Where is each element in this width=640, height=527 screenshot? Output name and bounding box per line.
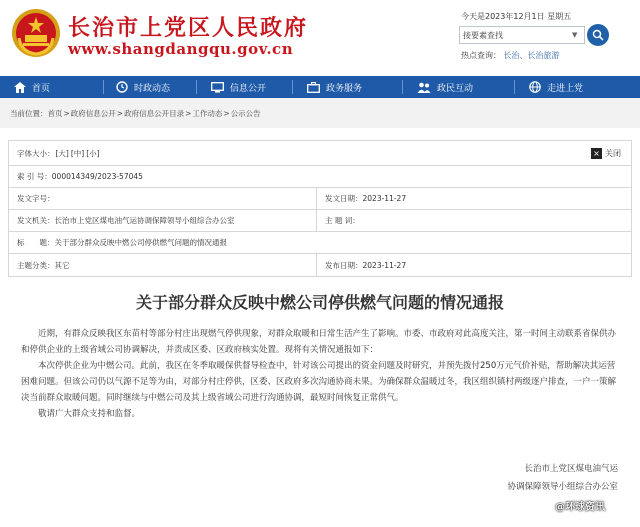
search-box[interactable] xyxy=(459,26,585,44)
nav-label-about: 走进上党 xyxy=(547,83,584,94)
publish-date-label: 发布日期： xyxy=(325,260,363,270)
close-label: 关闭 xyxy=(605,148,621,158)
category-label: 主题分类： xyxy=(17,260,55,270)
chevron-down-icon[interactable]: ▼ xyxy=(572,31,578,39)
close-icon: × xyxy=(591,148,602,159)
font-size-large-button[interactable]: [大] xyxy=(55,148,69,158)
issuer-value: 长治市上党区煤电油气运协调保障领导小组综合办公室 xyxy=(54,216,235,225)
breadcrumb-item[interactable]: 工作动态 xyxy=(192,108,223,118)
national-emblem-icon xyxy=(11,8,61,58)
subject-label: 主 题 词： xyxy=(325,216,360,225)
signature-line-2: 协调保障领导小组综合办公室 xyxy=(507,482,618,492)
briefcase-icon xyxy=(307,82,320,93)
current-date: 今天是2023年12月1日 星期五 xyxy=(461,12,572,21)
title-row xyxy=(9,232,631,254)
watermark: @环球资讯 xyxy=(555,502,605,513)
issuer-label: 发文机关： xyxy=(17,216,55,225)
site-domain: www.shangdangqu.gov.cn xyxy=(68,40,294,58)
doc-number-label: 发文字号： xyxy=(17,194,55,203)
font-size-row xyxy=(9,141,631,166)
index-label: 索 引 号： xyxy=(17,172,52,181)
issue-date-label: 发文日期： xyxy=(325,194,363,203)
nav-item-disclosure[interactable] xyxy=(197,76,293,98)
signature-line-1: 长治市上党区煤电油气运 xyxy=(524,464,618,474)
breadcrumb: 当前位置： 首页 > 政府信息公开 > 政府信息公开目录 > 工作动态 > 公示公告 xyxy=(0,98,640,128)
nav-label-interaction: 政民互动 xyxy=(437,83,474,94)
hot-search: 热点查询： 长治、长治旅游 xyxy=(461,51,560,60)
people-icon xyxy=(417,82,431,93)
breadcrumb-item[interactable]: 公示公告 xyxy=(230,108,261,118)
hot-link-tourism[interactable]: 长治旅游 xyxy=(527,51,560,60)
article-body xyxy=(21,326,621,422)
search-button[interactable] xyxy=(587,24,609,46)
clock-icon xyxy=(116,81,128,93)
doc-number-row xyxy=(9,188,631,210)
issuer-row xyxy=(9,210,631,232)
font-size-small-button[interactable]: [小] xyxy=(86,148,100,158)
globe-icon xyxy=(529,81,541,93)
monitor-icon xyxy=(211,82,224,93)
publish-date-value: 2023-11-27 xyxy=(362,260,407,270)
index-row xyxy=(9,166,631,188)
document-info-table xyxy=(8,140,632,277)
issue-date-value: 2023-11-27 xyxy=(362,194,407,203)
index-value: 000014349/2023-57045 xyxy=(51,172,143,181)
site-header xyxy=(0,0,640,76)
nav-label-news: 时政动态 xyxy=(134,83,171,94)
nav-item-services[interactable] xyxy=(293,76,403,98)
category-value: 其它 xyxy=(54,260,70,270)
breadcrumb-prefix: 当前位置： xyxy=(10,108,48,118)
nav-label-home: 首页 xyxy=(32,83,51,94)
home-icon xyxy=(14,82,26,93)
search-input[interactable] xyxy=(460,31,570,40)
font-size-medium-button[interactable]: [中] xyxy=(70,148,85,158)
hot-search-label: 热点查询： xyxy=(461,51,501,60)
nav-item-news[interactable] xyxy=(104,76,197,98)
close-button[interactable] xyxy=(591,148,621,159)
breadcrumb-item[interactable]: 政府信息公开 xyxy=(70,108,116,118)
nav-label-disclosure: 信息公开 xyxy=(230,83,267,94)
breadcrumb-item[interactable]: 首页 xyxy=(47,108,63,118)
nav-item-home[interactable] xyxy=(0,76,104,98)
main-nav xyxy=(0,76,640,98)
article-paragraph: 敬请广大群众支持和监督。 xyxy=(38,409,141,419)
category-row xyxy=(9,254,631,276)
site-title: 长治市上党区人民政府 xyxy=(68,15,309,41)
title-value: 关于部分群众反映中燃公司停供燃气问题的情况通报 xyxy=(54,238,227,247)
search-icon xyxy=(592,29,604,41)
breadcrumb-item[interactable]: 政府信息公开目录 xyxy=(124,108,185,118)
title-label: 标 题： xyxy=(17,238,55,247)
hot-link-changzhi[interactable]: 长治 xyxy=(503,51,520,60)
nav-item-about[interactable] xyxy=(515,76,640,98)
article-title: 关于部分群众反映中燃公司停供燃气问题的情况通报 xyxy=(135,293,504,312)
nav-item-interaction[interactable] xyxy=(403,76,515,98)
font-size-label: 字体大小： xyxy=(17,148,55,158)
article-paragraph: 本次停供企业为中燃公司。此前，我区在冬季取暖保供督导检查中，针对该公司提出的资金问题及时研究，并预先拨付250万元气价补贴，帮助解决其运营困难问题。但该公司仍以气源不足等为由，对部分村庄停供，区委、区政府多次沟通协商未果。为确保群众温暖过冬，我区组织镇村两级逐户排查，一户一策解决当前群众取暖问题。同时继续与中燃公司及其上级省域公司进行沟通协调，最短时间恢复正常供气。 xyxy=(21,361,617,403)
article-paragraph: 近期，有群众反映我区东苗村等部分村庄出现燃气停供现象，对群众取暖和日常生活产生了影响。市委、市政府对此高度关注，第一时间主动联系省保供办和停供企业的上级省域公司协调解决，并责成区委、区政府核实处置。现将有关情况通报如下： xyxy=(21,329,617,355)
nav-label-services: 政务服务 xyxy=(326,83,363,94)
